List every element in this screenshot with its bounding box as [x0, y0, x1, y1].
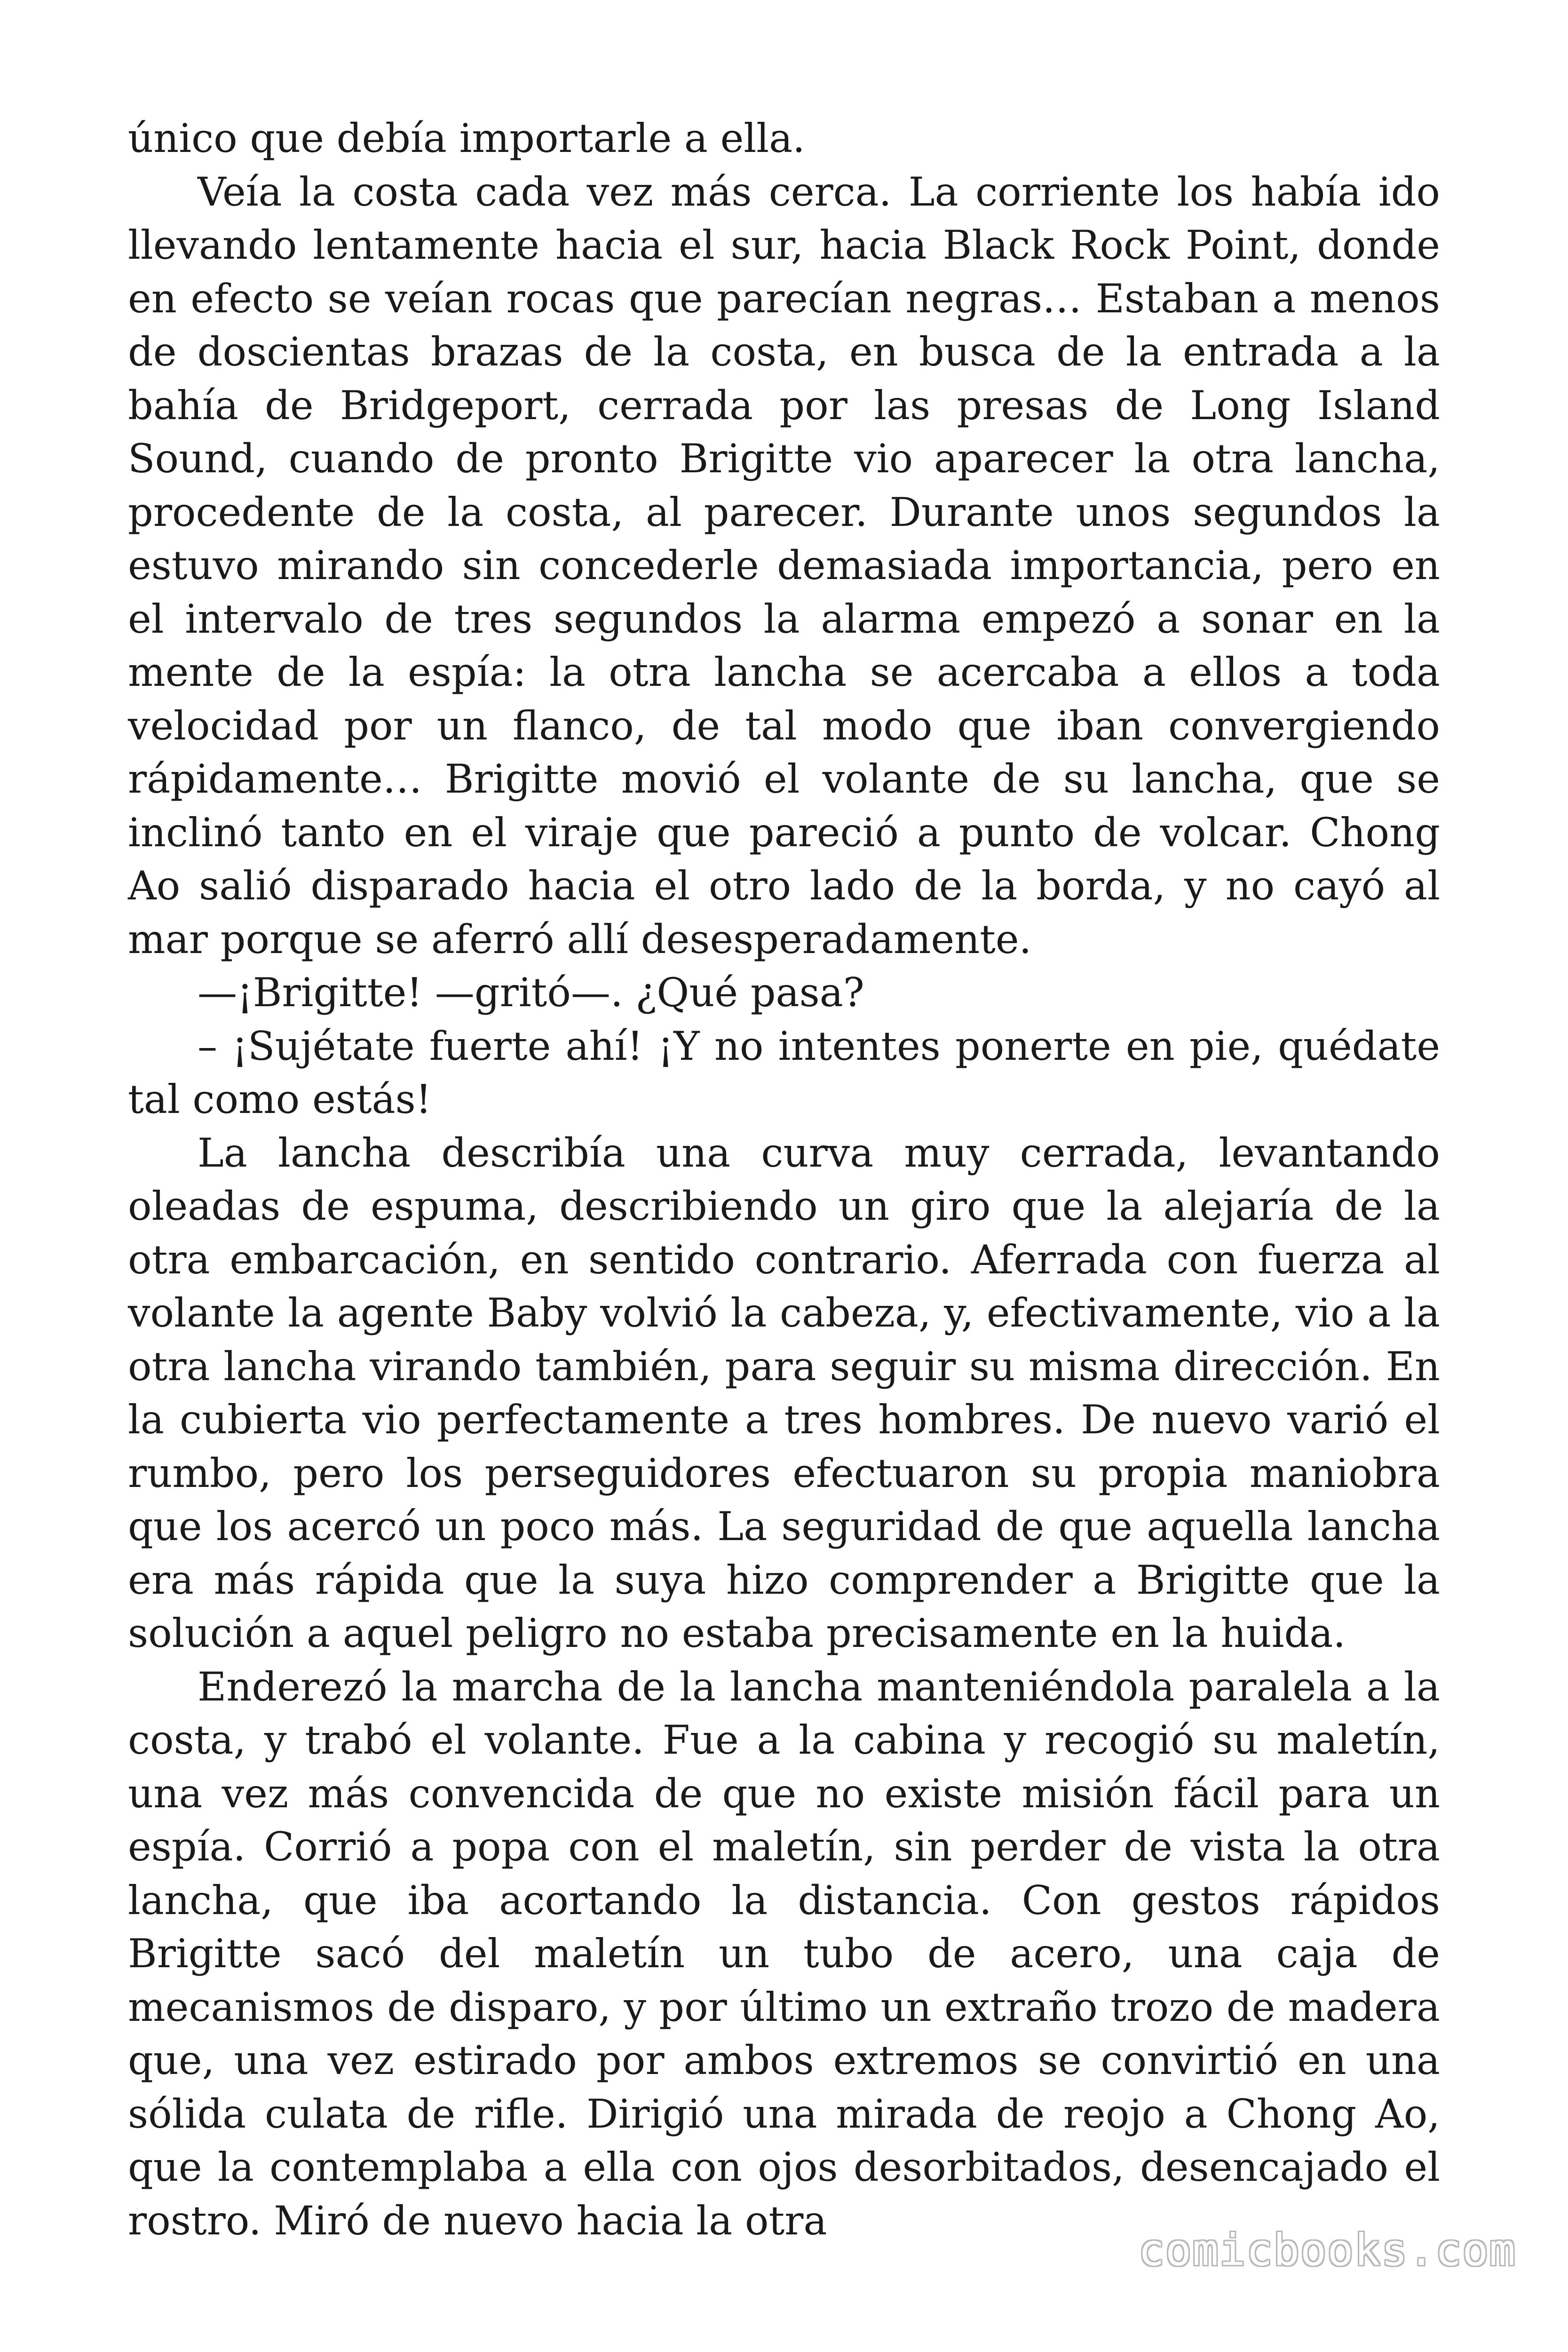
paragraph-dialogue-chong: —¡Brigitte! —gritó—. ¿Qué pasa?: [198, 969, 864, 1016]
paragraph-chase: La lancha describía una curva muy cerrada, levantando oleadas de espuma, describiendo un giro que la alejaría de la otra embarcación, en sentido contrario. Aferrada con fuerza al volante la agente Baby volvió la cabeza, y, efectivamente, vio a la otra lancha virando también, para seguir su misma dirección. En la cubierta vio perfectamente a tres hombres. De nuevo varió el rumbo, pero los perseguidores efectuaron su propia maniobra que los acercó un poco más. La seguridad de que aquella lancha era más rápida que la suya hizo comprender a Brigitte que la solución a aquel peligro no estaba precisamente en la huida.: [128, 1129, 1440, 1656]
paragraph-coast-approach: Veía la costa cada vez más cerca. La corriente los había ido llevando lentamente hacia el sur, hacia Black Rock Point, donde en efecto se veían rocas que parecían negras… Estaban a menos de doscientas brazas de la costa, en busca de la entrada a la bahía de Bridgeport, cerrada por las presas de Long Island Sound, cuando de pronto Brigitte vio aparecer la otra lancha, procedente de la costa, al parecer. Durante unos segundos la estuvo mirando sin concederle demasiada importancia, pero en el intervalo de tres segundos la alarma empezó a sonar en la mente de la espía: la otra lancha se acercaba a ellos a toda velocidad por un flanco, de tal modo que iban convergiendo rápidamente… Brigitte movió el volante de su lancha, que se inclinó tanto en el viraje que pareció a punto de volcar. Chong Ao salió disparado hacia el otro lado de la borda, y no cayó al mar porque se aferró allí desesperadamente.: [128, 168, 1440, 962]
body-text: [128, 112, 1440, 2248]
paragraph-rifle: Enderezó la marcha de la lancha manteniéndola paralela a la costa, y trabó el volante. Fue a la cabina y recogió su maletín, una vez más convencida de que no existe misión fácil para un espía. Corrió a popa con el maletín, sin perder de vista la otra lancha, que iba acortando la distancia. Con gestos rápidos Brigitte sacó del maletín un tubo de acero, una caja de mecanismos de disparo, y por último un extraño trozo de madera que, una vez estirado por ambos extremos se convirtió en una sólida culata de rifle. Dirigió una mirada de reojo a Chong Ao, que la contemplaba a ella con ojos desorbitados, desencajado el rostro. Miró de nuevo hacia la otra: [128, 1663, 1440, 2244]
paragraph-continuation: único que debía importarle a ella.: [128, 115, 805, 161]
paragraph-dialogue-brigitte: – ¡Sujétate fuerte ahí! ¡Y no intentes ponerte en pie, quédate tal como estás!: [128, 1023, 1440, 1122]
watermark-text: comicbooks.com: [1138, 2225, 1516, 2275]
